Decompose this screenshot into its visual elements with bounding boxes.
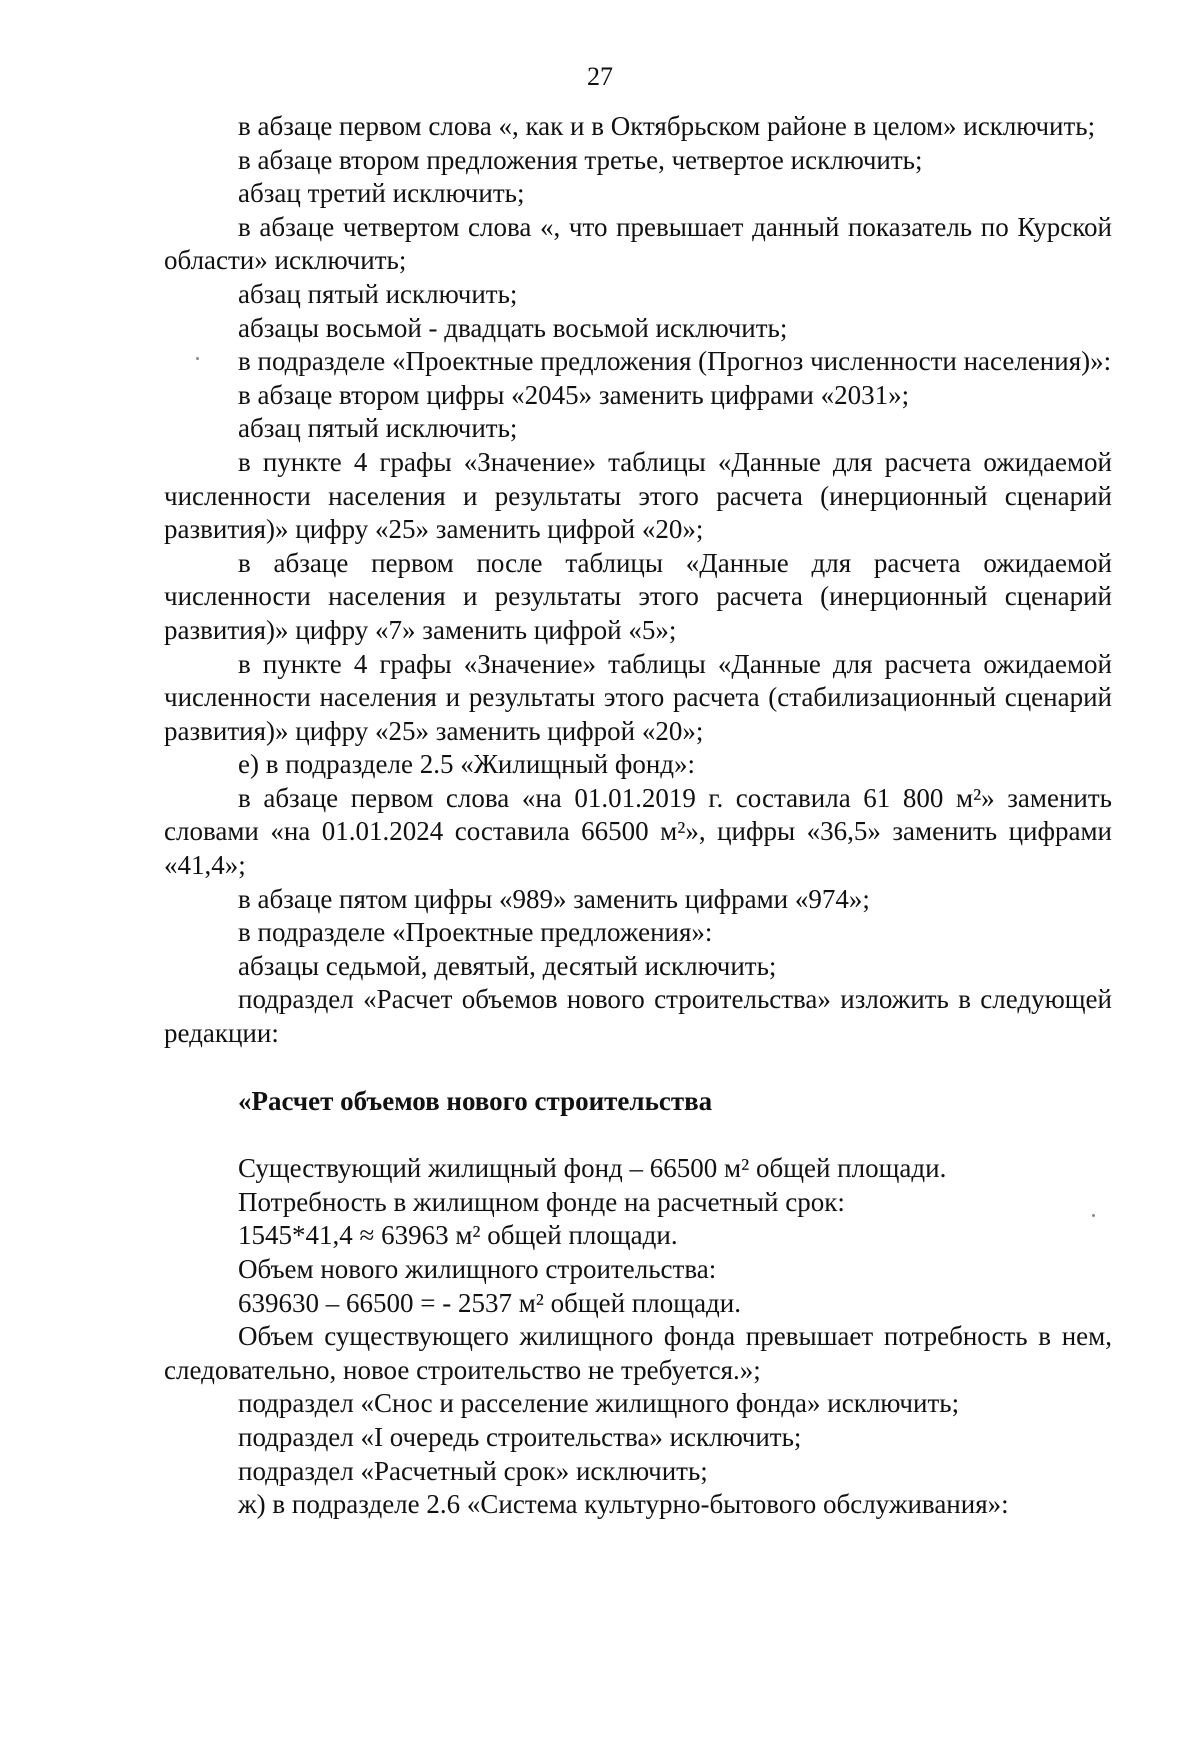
paragraph: абзацы восьмой - двадцать восьмой исключить; (238, 312, 788, 343)
paragraph: абзацы седьмой, девятый, десятый исключить; (238, 950, 777, 981)
paragraph: в абзаце первом слова «на 01.01.2019 г. составила 61 800 м²» заменить словами «на 01.01.2024 составила 66500 м²», цифры «36,5» заменить цифрами «41,4»; (164, 782, 1112, 881)
paragraph: в абзаце первом слова «, как и в Октябрьском районе в целом» исключить; (238, 111, 1096, 141)
paragraph: подраздел «I очередь строительства» исключить; (238, 1421, 802, 1452)
paragraph: абзац пятый исключить; (238, 278, 518, 309)
paragraph: в абзаце втором предложения третье, четвертое исключить; (238, 144, 923, 175)
paragraph: Объем нового жилищного строительства: (238, 1254, 717, 1284)
paragraph: Объем существующего жилищного фонда превышает потребность в нем, следовательно, новое строительство не требуется.»; (164, 1321, 1112, 1385)
paragraph: абзац пятый исключить; (238, 413, 518, 444)
paragraph: ж) в подразделе 2.6 «Система культурно-бытового обслуживания»: (238, 1489, 1009, 1520)
paragraph: Потребность в жилищном фонде на расчетный срок: (238, 1186, 845, 1217)
paragraph: абзац третий исключить; (238, 178, 525, 209)
paragraph: в пункте 4 графы «Значение» таблицы «Данные для расчета ожидаемой численности населения и результаты этого расчета (стабилизационный сценарий развития)» цифру «25» заменить цифрой «20»; (164, 648, 1112, 746)
paragraph: в подразделе «Проектные предложения»: (238, 917, 713, 948)
paragraph: подраздел «Расчетный срок» исключить; (238, 1455, 708, 1486)
paragraph: 1545*41,4 ≈ 63963 м² общей площади. (238, 1220, 678, 1251)
section-heading: «Расчет объемов нового строительства (238, 1085, 713, 1116)
document-body (164, 110, 1112, 1522)
paragraph: Существующий жилищный фонд – 66500 м² общей площади. (238, 1153, 947, 1184)
paragraph: 639630 – 66500 = - 2537 м² общей площади. (238, 1287, 741, 1318)
scan-speck (196, 357, 199, 360)
scan-speck (1092, 1214, 1095, 1217)
paragraph: в абзаце пятом цифры «989» заменить цифрами «974»; (238, 883, 870, 914)
paragraph: в подразделе «Проектные предложения (Прогноз численности населения)»: (238, 346, 1112, 377)
paragraph: в абзаце первом после таблицы «Данные для расчета ожидаемой численности населения и результаты этого расчета (инерционный сценарий развития)» цифру «7» заменить цифрой «5»; (164, 547, 1112, 645)
page-number: 27 (587, 62, 613, 91)
paragraph: подраздел «Расчет объемов нового строительства» изложить в следующей редакции: (164, 984, 1112, 1049)
paragraph: в абзаце четвертом слова «, что превышает данный показатель по Курской области» исключить; (164, 211, 1112, 276)
paragraph: в пункте 4 графы «Значение» таблицы «Данные для расчета ожидаемой численности населения и результаты этого расчета (инерционный сценарий развития)» цифру «25» заменить цифрой «20»; (164, 446, 1112, 545)
paragraph: подраздел «Снос и расселение жилищного фонда» исключить; (238, 1388, 960, 1419)
paragraph: в абзаце втором цифры «2045» заменить цифрами «2031»; (238, 379, 910, 410)
paragraph: е) в подразделе 2.5 «Жилищный фонд»: (238, 749, 696, 780)
